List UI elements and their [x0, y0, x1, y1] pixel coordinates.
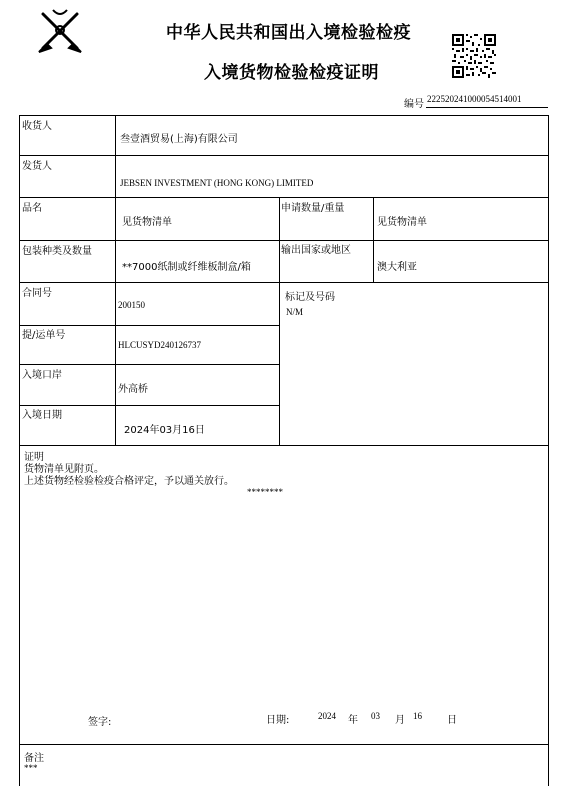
document-title-line2: 入境货物检验检疫证明: [204, 63, 379, 83]
certification-label: 证明: [24, 452, 44, 463]
packaging-value: **7000纸制或纤维板制盒/箱: [122, 262, 251, 273]
inspection-emblem-logo: [35, 8, 85, 56]
certification-line2: 上述货物经检验检疫合格评定，予以通关放行。: [24, 476, 234, 487]
number-underline: [426, 107, 548, 108]
date-day-unit: 日: [447, 715, 457, 726]
entry-port-label: 入境口岸: [22, 370, 62, 381]
qr-code[interactable]: [452, 34, 496, 78]
date-month-unit: 月: [395, 715, 405, 726]
contract-number-value: 200150: [118, 300, 145, 310]
packaging-label: 包装种类及数量: [22, 246, 92, 257]
document-title-line1: 中华人民共和国出入境检验检疫: [166, 23, 411, 43]
signature-label: 签字:: [88, 717, 112, 728]
certification-stars: ********: [247, 487, 283, 497]
date-month: 03: [371, 711, 380, 721]
origin-country-label: 输出国家或地区: [281, 245, 351, 256]
origin-country-value: 澳大利亚: [377, 262, 417, 273]
consignee-value: 叁壹酒贸易(上海)有限公司: [120, 134, 238, 145]
entry-date-value: 2024年03月16日: [124, 425, 205, 436]
declared-quantity-value: 见货物清单: [377, 217, 427, 228]
contract-number-label: 合同号: [22, 288, 52, 299]
remarks-value: ***: [24, 763, 38, 773]
marks-value: N/M: [286, 307, 304, 317]
entry-port-value: 外高桥: [118, 384, 148, 395]
consignor-label: 发货人: [22, 161, 52, 172]
consignor-value: JEBSEN INVESTMENT (HONG KONG) LIMITED: [120, 178, 314, 188]
bill-of-lading-label: 提/运单号: [22, 330, 66, 341]
certificate-number-label: 编号: [404, 99, 424, 110]
date-label: 日期:: [266, 715, 290, 726]
declared-quantity-label: 申请数量/重量: [281, 203, 345, 214]
date-year: 2024: [318, 711, 336, 721]
date-day: 16: [413, 711, 422, 721]
remarks-label: 备注: [24, 753, 44, 764]
marks-label: 标记及号码: [285, 292, 335, 303]
certification-line1: 货物清单见附页。: [24, 464, 104, 475]
certificate-number-value: 222520241000054514001: [427, 94, 522, 104]
consignee-label: 收货人: [22, 121, 52, 132]
product-name-value: 见货物清单: [122, 217, 172, 228]
date-year-unit: 年: [348, 715, 358, 726]
product-name-label: 品名: [22, 203, 42, 214]
entry-date-label: 入境日期: [22, 410, 62, 421]
bill-of-lading-value: HLCUSYD240126737: [118, 340, 202, 350]
